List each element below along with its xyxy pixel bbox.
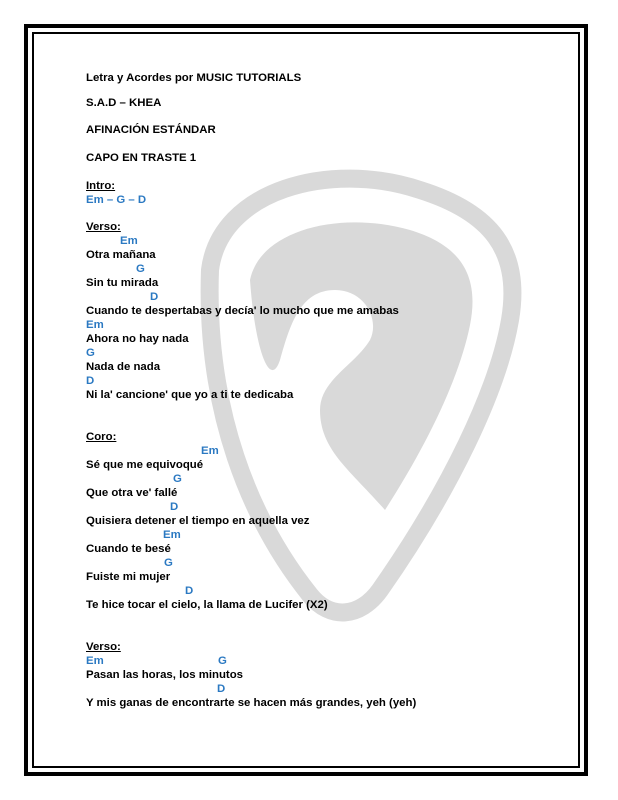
capo-line: CAPO EN TRASTE 1: [86, 152, 197, 164]
credit-line: Letra y Acordes por MUSIC TUTORIALS: [86, 72, 302, 84]
lyric-line: Otra mañana: [86, 249, 156, 261]
verse2-heading: Verso:: [86, 641, 121, 653]
lyric-line: Fuiste mi mujer: [86, 571, 171, 583]
lyric-line: Ahora no hay nada: [86, 333, 189, 345]
lyric-line: Pasan las horas, los minutos: [86, 669, 243, 681]
lyric-line: Cuando te despertabas y decía' lo mucho que me amabas: [86, 305, 399, 317]
chord-label: G: [218, 655, 227, 667]
song-title: S.A.D – KHEA: [86, 97, 162, 109]
chord-label: Em: [86, 655, 104, 667]
intro-chords: Em – G – D: [86, 194, 147, 206]
chord-label: D: [185, 585, 194, 597]
lyric-line: Sé que me equivoqué: [86, 459, 204, 471]
chord-label: G: [86, 347, 95, 359]
verse1-heading: Verso:: [86, 221, 121, 233]
chord-label: Em: [86, 319, 104, 331]
chord-label: Em: [201, 445, 219, 457]
lyric-line: Y mis ganas de encontrarte se hacen más grandes, yeh (yeh): [86, 697, 417, 709]
lyric-line: Sin tu mirada: [86, 277, 159, 289]
chorus-heading: Coro:: [86, 431, 117, 443]
chord-label: D: [86, 375, 95, 387]
chord-label: G: [173, 473, 182, 485]
intro-heading: Intro:: [86, 180, 116, 192]
lyric-line: Ni la' cancione' que yo a ti te dedicaba: [86, 389, 294, 401]
lyric-line: Que otra ve' fallé: [86, 487, 178, 499]
chord-label: G: [164, 557, 173, 569]
chord-label: Em: [163, 529, 181, 541]
lyric-line: Cuando te besé: [86, 543, 171, 555]
chord-label: D: [170, 501, 179, 513]
chord-label: G: [136, 263, 145, 275]
tuning-line: AFINACIÓN ESTÁNDAR: [86, 124, 216, 136]
chord-label: D: [150, 291, 159, 303]
chord-label: Em: [120, 235, 138, 247]
lyric-line: Quisiera detener el tiempo en aquella vez: [86, 515, 310, 527]
chord-label: D: [217, 683, 226, 695]
lyric-line: Te hice tocar el cielo, la llama de Lucifer (X2): [86, 599, 328, 611]
lyric-line: Nada de nada: [86, 361, 161, 373]
